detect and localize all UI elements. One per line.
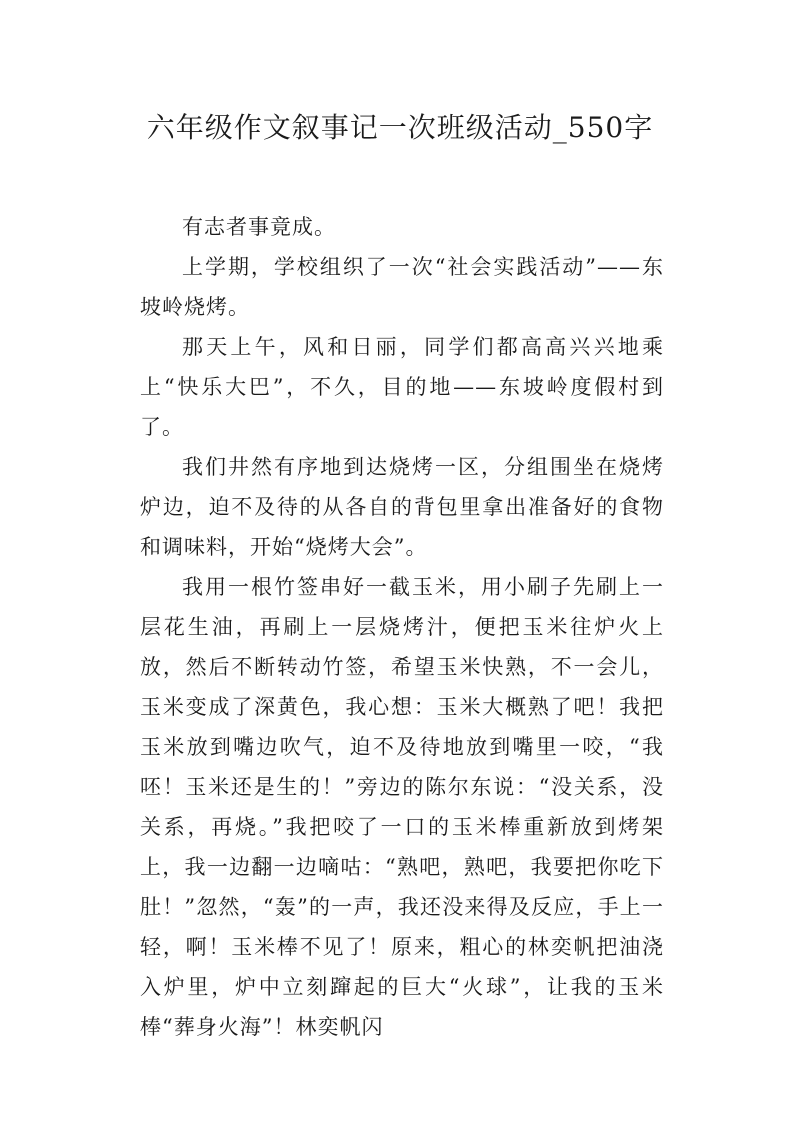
document-body [140,207,664,1047]
document-title: 六年级作文叙事记一次班级活动_550字 [146,111,654,144]
paragraph-5: 我用一根竹签串好一截玉米，用小刷子先刷上一层花生油，再刷上一层烧烤汁，便把玉米往炉火上放，然后不断转动竹签，希望玉米快熟，不一会儿，玉米变成了深黄色，我心想：玉米大概熟了吧！我把玉米放到嘴边吹气，迫不及待地放到嘴里一咬，“我呸！玉米还是生的！”旁边的陈尔东说：“没关系，没关系，再烧。”我把咬了一口的玉米棒重新放到烤架上，我一边翻一边嘀咕：“熟吧，熟吧，我要把你吃下肚！”忽然，“轰”的一声，我还没来得及反应，手上一轻，啊！玉米棒不见了！原来，粗心的林奕帆把油浇入炉里，炉中立刻蹿起的巨大“火球”，让我的玉米棒“葬身火海”！林奕帆闪 [140,575,664,1039]
paragraph-2: 上学期，学校组织了一次“社会实践活动”——东坡岭烧烤。 [140,255,664,319]
paragraph-1: 有志者事竟成。 [182,215,336,239]
paragraph-4: 我们井然有序地到达烧烤一区，分组围坐在烧烤炉边，迫不及待的从各自的背包里拿出准备好的食物和调味料，开始“烧烤大会”。 [140,455,664,559]
paragraph-3: 那天上午，风和日丽，同学们都高高兴兴地乘上“快乐大巴”，不久，目的地——东坡岭度假村到了。 [140,335,664,439]
